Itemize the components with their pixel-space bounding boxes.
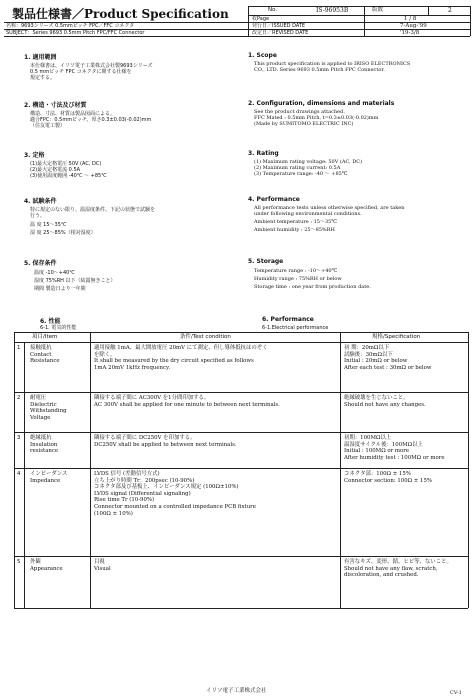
condition-line: LVDS 信号 (差動信号方式) [94,471,160,477]
condition-cell [94,559,111,572]
section-2-jp [24,100,151,129]
row-number: 5 [17,559,21,565]
text-line: 湿 度 25～85%（相対湿度） [30,230,96,236]
text-line: Storage time : one year from production date. [254,284,371,290]
spec-line: Should not have any flaw, scratch, [344,565,438,572]
text-line: (2) Maximum rating current: 0.5A [254,165,341,171]
spec-cell [344,345,432,371]
row-number: 1 [17,345,21,351]
text-line: 温 度 15～35℃ [30,222,67,228]
edition-value: 2 [448,7,452,14]
section-1-en [248,52,410,73]
text-line: 湿度 75%RH 以下（結露無きこと） [34,278,116,284]
issued-date-label: 発行日／ISSUED DATE [252,23,306,29]
spec-line: 温湿度サイクル後：100MΩ以上 [344,441,423,448]
section-heading: 5. 保存条件 [24,260,57,267]
text-line: 行う。 [30,213,46,219]
condition-line: 1mA 20mV 1kHz frequency. [94,364,171,371]
spec-line: 初 期：20mΩ以下 [344,345,390,351]
spec-line: 初期：100MΩ以上 [344,435,392,441]
spec-line: Initial : 20mΩ or below [344,358,408,365]
text-line: Ambient temperature : 15～35℃ [254,219,337,225]
condition-cell [94,435,237,448]
section-heading: 5. Storage [248,258,284,265]
text-line: （住友電工製） [30,123,66,129]
text-line: All performance tests unless otherwise specified, are taken [254,205,405,211]
text-line: Temperature range : -10～+40℃ [254,268,338,274]
footer-company: イリソ電子工業株式会社 [206,688,267,694]
section-heading: 1. 適用範囲 [24,54,57,61]
section-4-en [248,196,404,233]
item-jp: 絶縁抵抗 [30,435,52,441]
sheet-value: 1 / 8 [404,16,417,22]
text-line: 適合FPC：0.5mmピッチ、厚さ0.3±0.03(-0.02)mm [30,117,152,123]
condition-line: LVDS signal (Differential signaling) [94,490,191,497]
text-line: 期間 製造日より一年間 [34,286,86,292]
condition-cell [94,345,268,371]
spec-line: Initial : 100MΩ or more [344,448,410,455]
section-1-jp [24,52,152,81]
spec-line: 試験後：30mΩ以下 [344,351,393,358]
section-5-en [248,258,371,290]
item-en: Impedance [30,477,61,484]
doc-number: IS-96953B [316,7,349,14]
condition-line: 隣接する端子間に DC250V を印加する。 [94,435,196,441]
condition-line: DC250V shall be applied to between next terminals. [94,441,237,448]
revised-date-value: '19-3/8 [400,30,420,36]
spec-line: Should not have any changes. [344,401,426,408]
section-heading: 2. 構造・寸法及び材質 [24,102,87,109]
section-heading: 3. Rating [248,150,279,157]
condition-line: 目視 [94,559,105,565]
subject-line: SUBJECT：Series 9693 0.5mm Pitch FPC/FFC Connector [6,30,145,36]
spec-line: 有害なキズ、変形、錆、ヒビ等、ないこと。 [344,559,452,565]
spec-line: After humidity test : 100MΩ or more [344,454,445,461]
item-cell [30,435,58,455]
text-line: CO., LTD. Series 9693 0.5mm Pitch FPC Connector. [254,67,385,73]
text-line: 温度 -10～+40℃ [34,270,75,276]
text-line: (2)最大定格電流 0.5A [30,167,81,173]
spec-cell [344,471,432,484]
condition-line: Visual [94,565,111,572]
condition-line: Connector mounted on a controlled impedance PCB fixture [94,503,256,510]
text-line: 規定する。 [30,75,56,81]
text-line: 構造、寸法、材質は製品図面による。 [30,111,116,117]
section-heading: 3. 定格 [24,152,45,159]
performance-subheading-jp: 6-1. 電気的性能 [40,325,77,331]
section-3-en [248,150,362,177]
condition-line: It shall be measured by the dry circuit specified as follows [94,358,254,365]
item-en: Dielectric [30,401,57,408]
text-line: (Made by SUMITOMO ELECTRIC INC) [254,121,354,127]
row-number: 2 [17,395,21,401]
condition-line: AC 300V shall be applied for one minute to between next terminals. [94,401,280,408]
spec-cell [344,435,445,461]
spec-line: Connector section: 100Ω ± 15% [344,477,433,484]
performance-heading-en: 6. Performance [262,316,314,323]
spec-cell [344,559,452,579]
item-jp: 接触抵抗 [30,345,52,351]
section-heading: 1. Scope [248,52,277,59]
document-title: 製品仕様書／Product Specification [12,7,229,21]
section-heading: 4. 試験条件 [24,198,57,205]
condition-line: Rise time Tr (10-90%) [94,497,155,504]
item-jp: インピーダンス [30,471,68,477]
item-jp: 外観 [30,559,41,565]
text-line: (1) Maximum rating voltage: 50V (AC, DC) [254,159,363,165]
condition-line: コネクタ部及び基板上、インピーダンス規定 (100Ω±10%) [94,484,239,491]
item-en: Voltage [30,414,51,421]
item-en: Withstanding [30,408,67,415]
text-line: (3) Temperature range: -40 ～ +85℃ [254,171,348,177]
text-line: See the product drawings attached. [254,109,345,115]
col-header-condition: 条件/Test condition [180,334,231,340]
text-line: 0.5 mmピッチ FPC コネクタに関する仕様を [30,69,132,75]
item-cell [30,395,67,421]
spec-cell [344,395,426,408]
section-heading: 2. Configuration, dimensions and materials [248,100,395,107]
item-jp: 耐電圧 [30,395,47,401]
spec-line: After each test : 30mΩ or below [344,364,432,371]
sheet-label: 枚Page [252,16,270,22]
item-en: Contact [30,351,52,358]
text-line: 本仕様書は、イリソ電子工業株式会社製9693シリーズ [30,63,153,69]
section-3-jp [24,150,107,179]
spec-line: コネクタ部：100Ω ± 15% [344,471,411,477]
issued-date-value: 7-Aug-'99 [400,23,427,29]
text-line: Humidity range : 75%RH or below [254,276,342,282]
item-en: Appearance [30,565,63,572]
footer-code: CV-1 [450,690,462,696]
item-en: resistance [30,448,59,455]
item-cell [30,559,63,572]
condition-cell [94,395,280,408]
item-cell [30,471,67,484]
name-line: 名称：9693シリーズ 0.5mmピッチ FPC／FFC コネクタ [6,23,135,29]
text-line: (1)最大定格電圧 50V (AC, DC) [30,161,102,167]
condition-line: (100Ω ± 10%) [94,510,133,517]
col-header-item: 項目/Item [32,334,58,340]
item-en: Resistance [30,358,60,365]
doc-number-label: No. [268,7,278,13]
section-heading: 4. Performance [248,196,300,203]
text-line: FFC Mated : 0.5mm Pitch, t=0.3±0.03(-0.02)mm [254,115,379,121]
section-4-jp [24,196,155,236]
condition-line: 適用接触 1mA、最大開放電圧 20mV にて測定、但し導体抵抗はのぞく [94,345,268,351]
col-header-spec: 規格/Specification [372,334,421,340]
condition-line: 立ち上がり時間 Tr：200psec (10-90%) [94,477,195,484]
condition-cell [94,471,256,517]
text-line: 特に規定のない限り、温湿度条件、下記の状態で試験を [30,207,156,213]
item-cell [30,345,60,365]
condition-line: 隣接する端子間に AC300V を1分間印加する。 [94,395,210,401]
text-line: This product specification is applied to IRISO ELECTRONICS [254,61,411,67]
condition-line: を除く。 [94,351,116,358]
spec-line: 絶縁破壊を生じないこと。 [344,395,409,401]
section-2-en [248,100,394,127]
row-number: 3 [17,435,21,441]
text-line: under following environmental conditions. [254,211,362,217]
revised-date-label: 改定日／REVISED DATE [252,30,309,36]
spec-line: discoloration, and crushed. [344,572,419,579]
item-en: Insulation [30,441,58,448]
edition-label: 版数 [372,7,384,13]
performance-subheading-en: 6-1.Electrical performance [262,325,329,331]
section-5-jp [24,258,116,292]
performance-heading-jp: 6. 性能 [40,318,61,325]
row-number: 4 [17,471,21,477]
text-line: (3)使用温度範囲 -40℃ ～ +85℃ [30,173,107,179]
text-line: Ambient humidity : 25～85%RH [254,227,335,233]
